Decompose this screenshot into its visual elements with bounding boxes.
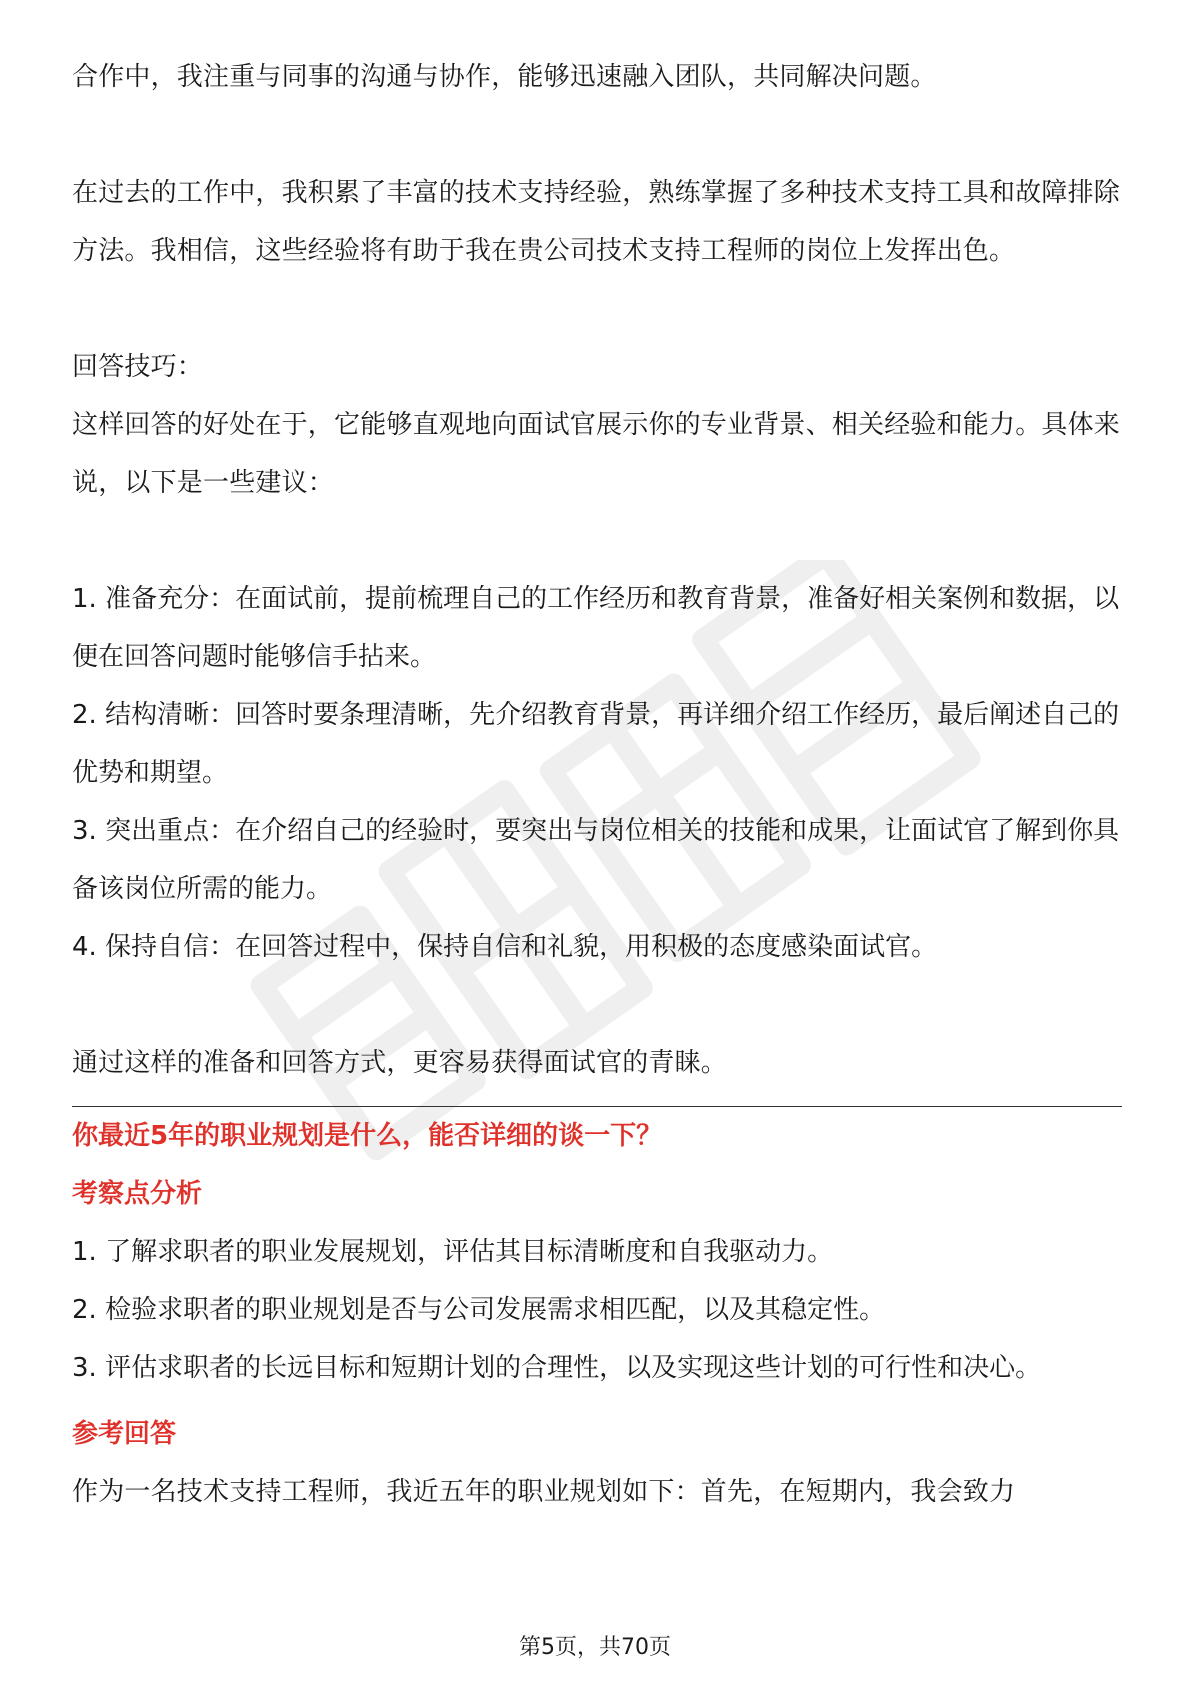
- spacer: [72, 106, 1122, 164]
- analysis-item-3: 3. 评估求职者的长远目标和短期计划的合理性，以及实现这些计划的可行性和决心。: [72, 1353, 1042, 1383]
- tips-heading: 回答技巧：: [72, 352, 204, 382]
- reference-text: 作为一名技术支持工程师，我近五年的职业规划如下：首先，在短期内，我会致力: [72, 1477, 1016, 1507]
- tips-intro: 这样回答的好处在于，它能够直观地向面试官展示你的专业背景、相关经验和能力。具体来说，以下是一些建议：: [72, 410, 1121, 498]
- analysis-item-2: 2. 检验求职者的职业规划是否与公司发展需求相匹配，以及其稳定性。: [72, 1295, 886, 1325]
- paragraph-teamwork: 合作中，我注重与同事的沟通与协作，能够迅速融入团队，共同解决问题。: [72, 62, 937, 92]
- tips-item-2: 2. 结构清晰：回答时要条理清晰，先介绍教育背景，再详细介绍工作经历，最后阐述自己的优势和期望。: [72, 700, 1120, 788]
- spacer: [72, 1397, 1122, 1405]
- tips-item-3: 3. 突出重点：在介绍自己的经验时，要突出与岗位相关的技能和成果，让面试官了解到你具备该岗位所需的能力。: [72, 816, 1120, 904]
- analysis-heading: 考察点分析: [72, 1179, 203, 1209]
- spacer: [72, 280, 1122, 338]
- question-title: 你最近5年的职业规划是什么，能否详细的谈一下？: [72, 1121, 663, 1151]
- analysis-item-1: 1. 了解求职者的职业发展规划，评估其目标清晰度和自我驱动力。: [72, 1237, 834, 1267]
- tips-conclusion: 通过这样的准备和回答方式，更容易获得面试官的青睐。: [72, 1048, 728, 1078]
- spacer: [72, 976, 1122, 1034]
- spacer: [72, 512, 1122, 570]
- tips-item-1: 1. 准备充分：在面试前，提前梳理自己的工作经历和教育背景，准备好相关案例和数据，以便在回答问题时能够信手拈来。: [72, 584, 1120, 672]
- tips-item-4: 4. 保持自信：在回答过程中，保持自信和礼貌，用积极的态度感染面试官。: [72, 932, 938, 962]
- document-content: [72, 48, 1122, 1521]
- paragraph-experience: 在过去的工作中，我积累了丰富的技术支持经验，熟练掌握了多种技术支持工具和故障排除方法。我相信，这些经验将有助于我在贵公司技术支持工程师的岗位上发挥出色。: [72, 178, 1121, 266]
- page-number: 第5页，共70页: [519, 1635, 671, 1660]
- reference-heading: 参考回答: [72, 1419, 177, 1449]
